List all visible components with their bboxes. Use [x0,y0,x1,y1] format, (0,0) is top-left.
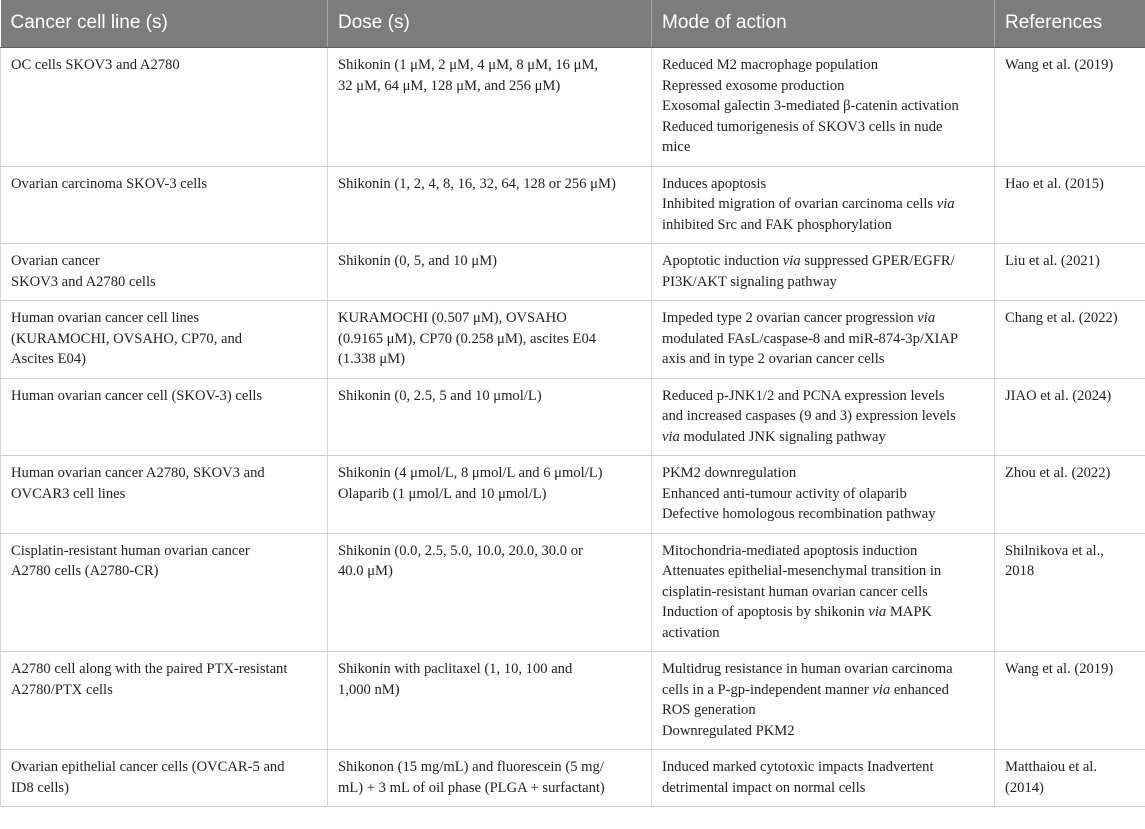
text-segment: modulated JNK signaling pathway [679,428,886,445]
mode-of-action-line [662,541,984,562]
header-references: References [995,0,1145,48]
reference-cell [995,244,1145,301]
cell-line-cell-line: Ovarian epithelial cancer cells (OVCAR-5 and [11,759,285,775]
reference-cell [995,750,1145,807]
italic-term: via [782,253,801,269]
cell-line-cell-line: Ovarian carcinoma SKOV-3 cells [11,175,208,192]
dose-cell-line: 40.0 μM) [338,563,393,579]
text-segment: PI3K/AKT signaling pathway [662,273,837,290]
cell-line-cell-line: A2780/PTX cells [11,681,113,698]
text-segment: modulated FAsL/caspase-8 and miR-874-3p/XIAP [662,330,959,347]
cell-line-cell-line: ID8 cells) [11,779,69,796]
cell-line-cell [1,456,328,534]
table-body [1,48,1145,807]
cell-line-cell-line: A2780 cells (A2780-CR) [11,563,159,579]
mode-of-action-line [662,55,984,76]
dose-cell-line: Shikonin (1, 2, 4, 8, 16, 32, 64, 128 or 256 μM) [338,175,616,192]
text-segment: cisplatin-resistant human ovarian cancer cells [662,583,928,600]
cell-line-cell [1,166,328,244]
mode-of-action-line [662,721,984,742]
text-segment: activation [662,624,720,641]
text-segment: suppressed GPER/EGFR/ [800,253,955,269]
cell-line-cell [1,378,328,456]
cell-line-cell-line: Ovarian cancer [11,253,100,269]
cell-line-cell-line: OC cells SKOV3 and A2780 [11,57,180,73]
dose-cell-line: 32 μM, 64 μM, 128 μM, and 256 μM) [338,77,561,94]
text-segment: Mitochondria-mediated apoptosis induction [662,542,918,559]
mode-of-action-line [662,406,984,427]
text-segment: enhanced [890,681,949,698]
text-segment: MAPK [886,604,933,620]
cell-line-cell [1,301,328,379]
mode-of-action-cell [652,456,995,534]
text-segment: Repressed exosome production [662,77,845,94]
text-segment: ROS generation [662,702,756,718]
cell-line-cell-line: Ascites E04) [11,351,86,367]
text-segment: Reduced M2 macrophage population [662,57,879,73]
italic-term: via [936,196,955,212]
header-mode-of-action: Mode of action [652,0,995,48]
dose-cell-line: Shikonin (0, 2.5, 5 and 10 μmol/L) [338,387,542,404]
mode-of-action-line [662,329,984,350]
mode-of-action-line [662,659,984,680]
mode-of-action-line [662,194,984,215]
mode-of-action-cell [652,378,995,456]
reference-cell-line: Chang et al. (2022) [1005,310,1118,326]
reference-cell [995,301,1145,379]
mode-of-action-line [662,504,984,525]
cell-line-cell [1,652,328,750]
cell-line-cell [1,244,328,301]
mode-of-action-line [662,561,984,582]
header-row [1,0,1145,48]
reference-cell-line: JIAO et al. (2024) [1005,387,1112,404]
italic-term: via [662,428,680,445]
dose-cell-line: Shikonin (0.0, 2.5, 5.0, 10.0, 20.0, 30.0 or [338,542,583,559]
mode-of-action-line [662,349,984,370]
mode-of-action-cell [652,533,995,652]
mode-of-action-line [662,484,984,505]
cell-line-cell-line: (KURAMOCHI, OVSAHO, CP70, and [11,330,243,347]
mode-of-action-line [662,623,984,644]
italic-term: via [917,310,936,326]
reference-cell-line: Matthaiou et al. [1005,759,1097,775]
dose-cell-line: Shikonin (4 μmol/L, 8 μmol/L and 6 μmol/L) [338,465,603,481]
dose-cell [328,378,652,456]
dose-cell-line: Olaparib (1 μmol/L and 10 μmol/L) [338,485,547,502]
text-segment: Downregulated PKM2 [662,722,795,739]
reference-cell [995,166,1145,244]
text-segment: mice [662,139,691,155]
dose-cell-line: KURAMOCHI (0.507 μM), OVSAHO [338,310,567,326]
text-segment: Induced marked cytotoxic impacts Inadvertent [662,759,934,775]
reference-cell [995,652,1145,750]
reference-cell-line: Hao et al. (2015) [1005,175,1104,192]
dose-cell [328,166,652,244]
mode-of-action-line [662,76,984,97]
reference-cell-line: Wang et al. (2019) [1005,57,1114,73]
reference-cell [995,48,1145,167]
reference-cell-line: Zhou et al. (2022) [1005,465,1111,481]
cell-line-cell-line: Human ovarian cancer cell lines [11,310,200,326]
text-segment: Defective homologous recombination pathway [662,506,936,522]
table-row [1,750,1145,807]
cell-line-cell [1,750,328,807]
table-row [1,48,1145,167]
text-segment: Attenuates epithelial-mesenchymal transition in [662,563,942,579]
text-segment: Multidrug resistance in human ovarian carcinoma [662,661,953,677]
dose-cell-line: Shikonin (1 μM, 2 μM, 4 μM, 8 μM, 16 μM, [338,57,599,73]
table-row [1,456,1145,534]
mode-of-action-line [662,427,984,448]
text-segment: Induction of apoptosis by shikonin [662,604,869,620]
text-segment: and increased caspases (9 and 3) expression levels [662,408,956,424]
text-segment: Exosomal galectin 3-mediated β-catenin activation [662,98,959,114]
mode-of-action-line [662,757,984,778]
text-segment: PKM2 downregulation [662,465,797,481]
dose-cell-line: 1,000 nM) [338,681,400,698]
dose-cell-line: Shikonin with paclitaxel (1, 10, 100 and [338,661,573,677]
text-segment: Inhibited migration of ovarian carcinoma cells [662,196,937,212]
cell-line-cell-line: A2780 cell along with the paired PTX-resistant [11,661,288,677]
reference-cell-line: Liu et al. (2021) [1005,253,1100,269]
table-row [1,652,1145,750]
text-segment: axis and in type 2 ovarian cancer cells [662,351,885,367]
mode-of-action-line [662,96,984,117]
table-row [1,244,1145,301]
mode-of-action-line [662,602,984,623]
italic-term: via [872,681,891,698]
header-cell-line: Cancer cell line (s) [1,0,328,48]
text-segment: Impeded type 2 ovarian cancer progression [662,310,918,326]
mode-of-action-cell [652,301,995,379]
mode-of-action-line [662,680,984,701]
text-segment: detrimental impact on normal cells [662,779,866,796]
text-segment: Induces apoptosis [662,175,767,192]
mode-of-action-line [662,463,984,484]
cell-line-cell-line: Human ovarian cancer cell (SKOV-3) cells [11,387,263,404]
header-dose: Dose (s) [328,0,652,48]
dose-cell [328,750,652,807]
cell-line-cell [1,48,328,167]
dose-cell [328,301,652,379]
table-header [1,0,1145,48]
dose-cell [328,456,652,534]
mode-of-action-cell [652,166,995,244]
reference-cell [995,456,1145,534]
dose-cell [328,48,652,167]
table-row [1,533,1145,652]
italic-term: via [868,604,887,620]
dose-cell-line: (1.338 μM) [338,351,406,367]
text-segment: Reduced tumorigenesis of SKOV3 cells in nude [662,118,943,135]
mode-of-action-line [662,778,984,799]
dose-cell-line: (0.9165 μM), CP70 (0.258 μM), ascites E04 [338,330,597,347]
mode-of-action-cell [652,652,995,750]
mode-of-action-line [662,137,984,158]
text-segment: Enhanced anti-tumour activity of olaparib [662,485,907,502]
mode-of-action-cell [652,750,995,807]
table-row [1,166,1145,244]
mode-of-action-cell [652,244,995,301]
dose-cell-line: Shikonon (15 mg/mL) and fluorescein (5 mg/ [338,759,604,775]
dose-cell [328,652,652,750]
mode-of-action-cell [652,48,995,167]
cell-line-cell-line: OVCAR3 cell lines [11,485,126,502]
mode-of-action-line [662,386,984,407]
text-segment: Apoptotic induction [662,253,783,269]
mode-of-action-line [662,251,984,272]
text-segment: inhibited Src and FAK phosphorylation [662,216,892,233]
mode-of-action-line [662,582,984,603]
cell-line-cell-line: Cisplatin-resistant human ovarian cancer [11,542,250,559]
cell-line-cell-line: SKOV3 and A2780 cells [11,273,156,290]
reference-cell-line: 2018 [1005,563,1035,579]
dose-cell-line: Shikonin (0, 5, and 10 μM) [338,253,498,269]
reference-cell [995,533,1145,652]
table-row [1,301,1145,379]
mode-of-action-line [662,700,984,721]
reference-cell-line: Wang et al. (2019) [1005,661,1114,677]
mode-of-action-line [662,215,984,236]
mode-of-action-line [662,308,984,329]
reference-cell-line: (2014) [1005,779,1044,796]
mode-of-action-line [662,272,984,293]
mode-of-action-line [662,117,984,138]
mode-of-action-line [662,174,984,195]
reference-cell [995,378,1145,456]
cell-line-cell [1,533,328,652]
reference-cell-line: Shilnikova et al., [1005,542,1104,559]
dose-cell [328,244,652,301]
text-segment: cells in a P-gp-independent manner [662,681,873,698]
dose-cell-line: mL) + 3 mL of oil phase (PLGA + surfactant) [338,779,605,796]
text-segment: Reduced p-JNK1/2 and PCNA expression levels [662,387,945,404]
table-row [1,378,1145,456]
cell-line-cell-line: Human ovarian cancer A2780, SKOV3 and [11,465,265,481]
dose-cell [328,533,652,652]
